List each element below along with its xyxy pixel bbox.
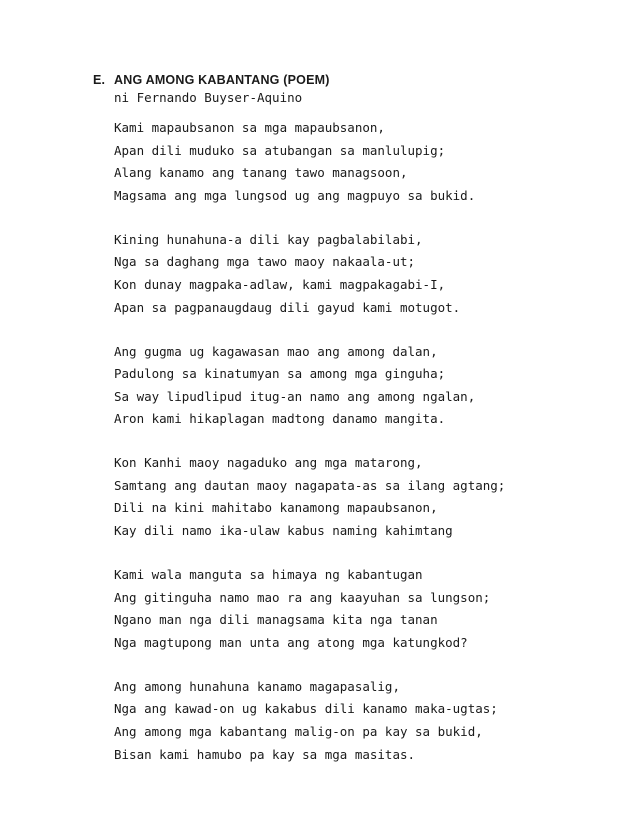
stanza: [114, 117, 614, 207]
stanza: [114, 229, 614, 319]
poem-line: Alang kanamo ang tanang tawo managsoon,: [114, 165, 408, 181]
poem-heading: [93, 73, 330, 87]
poem-title: ANG AMONG KABANTANG (POEM): [114, 73, 330, 87]
poem-author: ni Fernando Buyser-Aquino: [114, 90, 303, 105]
poem-line: Apan sa pagpanaugdaug dili gayud kami motugot.: [114, 299, 461, 315]
poem-line: Nga ang kawad-on ug kakabus dili kanamo maka-ugtas;: [114, 701, 498, 717]
poem-body: [114, 117, 614, 788]
poem-line: Apan dili muduko sa atubangan sa manlulupig;: [114, 142, 446, 158]
poem-line: Kay dili namo ika-ulaw kabus naming kahimtang: [114, 523, 453, 539]
stanza: [114, 676, 614, 766]
poem-line: Sa way lipudlipud itug-an namo ang among ngalan,: [114, 388, 476, 404]
poem-line: Dili na kini mahitabo kanamong mapaubsanon,: [114, 500, 438, 516]
poem-line: Bisan kami hamubo pa kay sa mga masitas.: [114, 746, 416, 762]
poem-line: Aron kami hikaplagan madtong danamo mangita.: [114, 411, 446, 427]
stanza: [114, 564, 614, 654]
poem-line: Ang among hunahuna kanamo magapasalig,: [114, 678, 400, 694]
poem-line: Magsama ang mga lungsod ug ang magpuyo sa bukid.: [114, 187, 476, 203]
poem-line: Kon dunay magpaka-adlaw, kami magpakagabi-I,: [114, 276, 446, 292]
poem-line: Ngano man nga dili managsama kita nga tanan: [114, 612, 438, 628]
poem-line: Kon Kanhi maoy nagaduko ang mga matarong,: [114, 455, 423, 471]
section-label: E.: [93, 73, 106, 87]
poem-line: Ang gitinguha namo mao ra ang kaayuhan sa lungson;: [114, 589, 491, 605]
poem-line: Ang gugma ug kagawasan mao ang among dalan,: [114, 343, 438, 359]
poem-line: Nga magtupong man unta ang atong mga katungkod?: [114, 634, 468, 650]
poem-line: Padulong sa kinatumyan sa among mga ginguha;: [114, 366, 446, 382]
stanza: [114, 452, 614, 542]
poem-line: Kami wala manguta sa himaya ng kabantugan: [114, 567, 423, 583]
poem-line: Kining hunahuna-a dili kay pagbalabilabi,: [114, 231, 423, 247]
poem-line: Ang among mga kabantang malig-on pa kay sa bukid,: [114, 724, 483, 740]
poem-line: Samtang ang dautan maoy nagapata-as sa ilang agtang;: [114, 477, 506, 493]
poem-line: Nga sa daghang mga tawo maoy nakaala-ut;: [114, 254, 416, 270]
poem-line: Kami mapaubsanon sa mga mapaubsanon,: [114, 120, 385, 135]
stanza: [114, 341, 614, 431]
